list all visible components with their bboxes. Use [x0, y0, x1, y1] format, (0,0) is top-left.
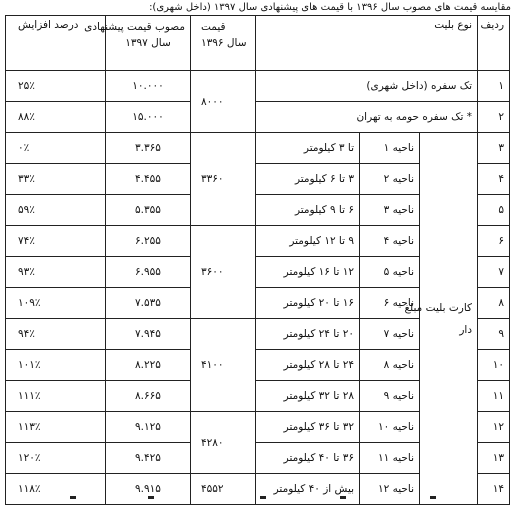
card-ticket-type-cell [404, 133, 478, 505]
ticket-type-cell: * تک سفره حومه به تهران [256, 102, 478, 133]
row-number: ۱۱ [478, 381, 510, 412]
text-fragment [340, 496, 346, 499]
row-number: ۴ [478, 164, 510, 195]
zone-cell: ناحیه ۵ [360, 257, 420, 288]
distance-cell: ۱۲ تا ۱۶ کیلومتر [256, 257, 360, 288]
header-proposed-1397-line2: سال ۱۳۹۷ [125, 37, 171, 49]
row-number: ۱۴ [478, 474, 510, 505]
proposed-price-cell: ۷.۵۳۵ [106, 288, 191, 319]
increase-percent-cell: ۹۴٪ [6, 319, 106, 350]
text-fragment [430, 496, 436, 499]
text-fragment [70, 496, 76, 499]
proposed-price-cell: ۶.۹۵۵ [106, 257, 191, 288]
increase-percent-cell: ۳۳٪ [6, 164, 106, 195]
row-number: ۱۲ [478, 412, 510, 443]
proposed-price-cell: ۹.۹۱۵ [106, 474, 191, 505]
table-row [6, 71, 510, 102]
proposed-price-cell: ۸.۶۶۵ [106, 381, 191, 412]
table-row [6, 133, 510, 164]
cropped-next-line [0, 496, 511, 499]
zone-cell: ناحیه ۲ [360, 164, 420, 195]
increase-percent-cell: ۱۰۹٪ [6, 288, 106, 319]
text-fragment [148, 496, 154, 499]
row-number: ۱۳ [478, 443, 510, 474]
increase-percent-cell: ۱۱۱٪ [6, 381, 106, 412]
proposed-price-cell: ۷.۹۴۵ [106, 319, 191, 350]
row-number: ۷ [478, 257, 510, 288]
proposed-price-cell: ۹.۱۲۵ [106, 412, 191, 443]
distance-cell: ۱۶ تا ۲۰ کیلومتر [256, 288, 360, 319]
row-number: ۶ [478, 226, 510, 257]
header-price-1396 [191, 16, 256, 71]
zone-cell: ناحیه ۶ [360, 288, 420, 319]
distance-cell: ۹ تا ۱۲ کیلومتر [256, 226, 360, 257]
proposed-price-cell: ۶.۲۵۵ [106, 226, 191, 257]
increase-percent-cell: ۱۱۸٪ [6, 474, 106, 505]
row-number: ۱۰ [478, 350, 510, 381]
header-increase-percent: درصد افزایش [6, 16, 106, 71]
increase-percent-cell: ۱۱۳٪ [6, 412, 106, 443]
row-number: ۲ [478, 102, 510, 133]
proposed-price-cell: ۸.۲۲۵ [106, 350, 191, 381]
zone-cell: ناحیه ۹ [360, 381, 420, 412]
fare-comparison-table [5, 15, 510, 505]
price-1396-cell: ۳۶۰۰ [191, 226, 256, 319]
row-number: ۱ [478, 71, 510, 102]
proposed-price-cell: ۴.۴۵۵ [106, 164, 191, 195]
distance-cell: ۶ تا ۹ کیلومتر [256, 195, 360, 226]
increase-percent-cell: ۱۲۰٪ [6, 443, 106, 474]
price-1396-cell: ۴۲۸۰ [191, 412, 256, 474]
zone-cell: ناحیه ۱۱ [360, 443, 420, 474]
row-number: ۹ [478, 319, 510, 350]
header-price-1396-line1: قیمت [201, 21, 226, 33]
zone-cell: ناحیه ۱۲ [360, 474, 420, 505]
proposed-price-cell: ۳.۳۶۵ [106, 133, 191, 164]
card-ticket-type-line1: کارت بلیت مبلغ [404, 301, 473, 314]
increase-percent-cell: ۲۵٪ [6, 71, 106, 102]
row-number: ۳ [478, 133, 510, 164]
header-ticket-type: نوع بلیت [256, 16, 478, 71]
increase-percent-cell: ۷۴٪ [6, 226, 106, 257]
text-fragment [260, 496, 266, 499]
increase-percent-cell: ۱۰۱٪ [6, 350, 106, 381]
distance-cell: ۲۸ تا ۳۲ کیلومتر [256, 381, 360, 412]
table-header-row [6, 16, 510, 71]
table-row [6, 102, 510, 133]
proposed-price-cell: ۵.۳۵۵ [106, 195, 191, 226]
zone-cell: ناحیه ۱۰ [360, 412, 420, 443]
distance-cell: ۳ تا ۶ کیلومتر [256, 164, 360, 195]
row-number: ۸ [478, 288, 510, 319]
card-ticket-type-line2: دار [459, 323, 473, 336]
distance-cell: ۳۶ تا ۴۰ کیلومتر [256, 443, 360, 474]
increase-percent-cell: ۹۳٪ [6, 257, 106, 288]
header-proposed-1397-line1: مصوب قیمت پیشنهادی [84, 21, 185, 33]
table-caption: مقایسه قیمت های مصوب سال ۱۳۹۶ با قیمت های پیشنهادی سال ۱۳۹۷ (داخل شهری): [149, 2, 511, 13]
distance-cell: ۲۰ تا ۲۴ کیلومتر [256, 319, 360, 350]
increase-percent-cell: ۵۹٪ [6, 195, 106, 226]
zone-cell: ناحیه ۳ [360, 195, 420, 226]
price-1396-cell: ۴۵۵۲ [191, 474, 256, 505]
increase-percent-cell: ۰٪ [6, 133, 106, 164]
header-price-1396-line2: سال ۱۳۹۶ [201, 37, 247, 49]
price-1396-cell: ۳۳۶۰ [191, 133, 256, 226]
proposed-price-cell: ۱۵.۰۰۰ [106, 102, 191, 133]
header-row-number: ردیف [478, 16, 510, 71]
zone-cell: ناحیه ۸ [360, 350, 420, 381]
zone-cell: ناحیه ۷ [360, 319, 420, 350]
ticket-type-cell: تک سفره (داخل شهری) [256, 71, 478, 102]
distance-cell: بیش از ۴۰ کیلومتر [256, 474, 360, 505]
increase-percent-cell: ۸۸٪ [6, 102, 106, 133]
proposed-price-cell: ۹.۴۲۵ [106, 443, 191, 474]
header-proposed-1397 [84, 16, 191, 71]
distance-cell: ۳۲ تا ۳۶ کیلومتر [256, 412, 360, 443]
distance-cell: ۲۴ تا ۲۸ کیلومتر [256, 350, 360, 381]
zone-cell: ناحیه ۴ [360, 226, 420, 257]
distance-cell: تا ۳ کیلومتر [256, 133, 360, 164]
price-1396-cell: ۸۰۰۰ [191, 71, 256, 133]
price-1396-cell: ۴۱۰۰ [191, 319, 256, 412]
row-number: ۵ [478, 195, 510, 226]
proposed-price-cell: ۱۰.۰۰۰ [106, 71, 191, 102]
zone-cell: ناحیه ۱ [360, 133, 420, 164]
